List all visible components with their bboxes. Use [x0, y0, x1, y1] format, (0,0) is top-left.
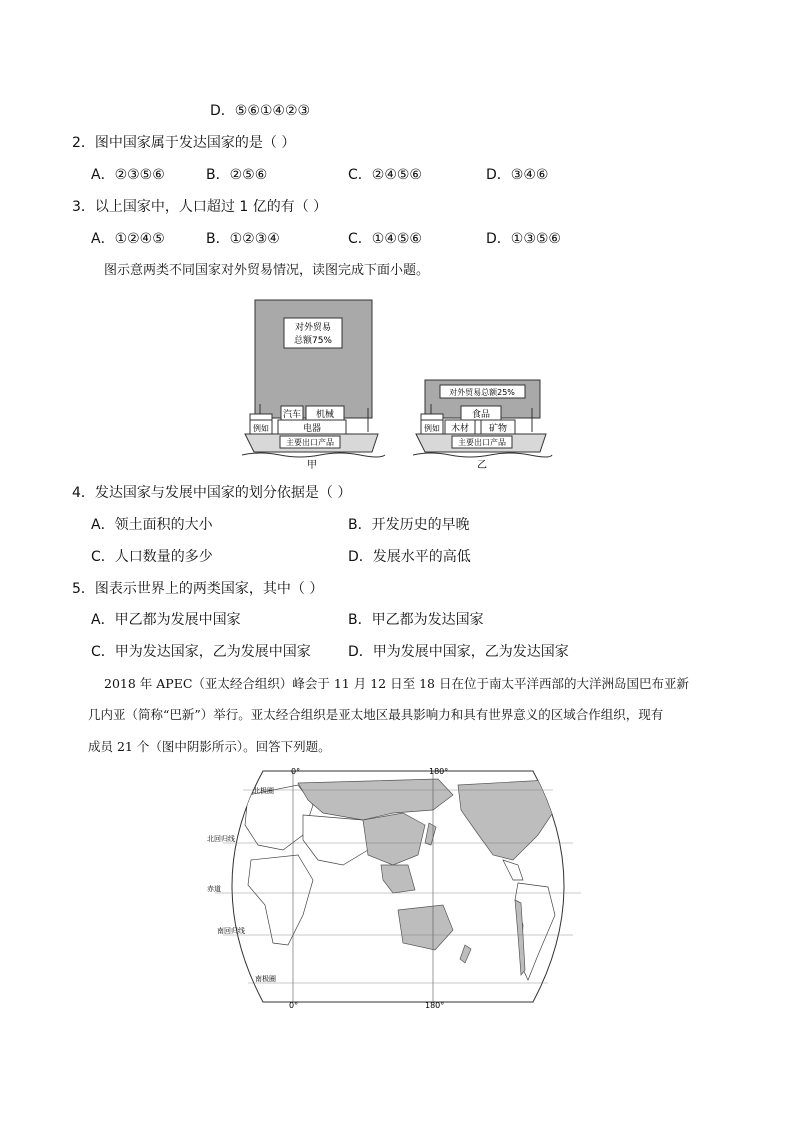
q5-option-a: A．甲乙都为发展中国家 — [91, 612, 241, 628]
jia-total-line2: 总额75% — [293, 336, 333, 346]
label-top-0: 0° — [291, 767, 301, 776]
q2-option-c: C．②④⑤⑥ — [348, 167, 422, 183]
yi-water-line — [413, 453, 552, 457]
yi-good-1: 食品 — [471, 410, 491, 420]
label-antarctic: 南极圈 — [255, 975, 276, 983]
apec-intro-line3: 成员 21 个（图中阴影所示）。回答下列题。 — [88, 739, 331, 754]
label-bottom-180: 180° — [425, 1001, 445, 1010]
jia-water-line — [242, 453, 385, 457]
q3-stem: 3．以上国家中，人口超过 1 亿的有（ ） — [72, 199, 328, 215]
trade-figure-jia — [242, 300, 385, 471]
yi-good-3: 矿物 — [488, 424, 508, 434]
q5-option-c: C．甲为发达国家，乙为发展中国家 — [91, 644, 311, 660]
yi-label: 主要出口产品 — [458, 438, 506, 447]
apec-intro-line1: 2018 年 APEC（亚太经合组织）峰会于 11 月 12 日至 18 日在位于南太平洋西部的大洋洲岛国巴布亚新 — [104, 676, 689, 691]
yi-good-2: 木材 — [450, 424, 470, 434]
jia-example: 例如 — [253, 424, 269, 433]
q4-stem: 4．发达国家与发展中国家的划分依据是（ ） — [72, 485, 352, 501]
label-top-180: 180° — [429, 767, 449, 776]
trade-intro: 图示意两类不同国家对外贸易情况，读图完成下面小题。 — [104, 263, 430, 278]
label-capricorn: 南回归线 — [217, 927, 245, 935]
yi-example: 例如 — [424, 424, 440, 433]
yi-total: 对外贸易总额25% — [449, 388, 515, 397]
q3-option-b: B．①②③④ — [206, 231, 280, 247]
q3-option-d: D．①③⑤⑥ — [486, 231, 561, 247]
label-cancer: 北回归线 — [207, 835, 235, 843]
yi-caption: 乙 — [477, 460, 487, 471]
q5-stem: 5．图表示世界上的两类国家，其中（ ） — [72, 581, 324, 597]
q5-option-b: B．甲乙都为发达国家 — [348, 612, 484, 628]
q2-stem: 2．图中国家属于发达国家的是（ ） — [72, 135, 296, 151]
jia-good-1: 汽车 — [282, 410, 302, 420]
label-bottom-0: 0° — [289, 1001, 299, 1010]
q4-option-b: B．开发历史的早晚 — [348, 517, 470, 533]
trade-figure-yi — [413, 380, 552, 471]
trade-figure — [240, 296, 560, 471]
q4-option-d: D．发展水平的高低 — [348, 549, 471, 565]
q1-option-d: D．⑤⑥①④②③ — [210, 103, 311, 119]
q4-option-a: A．领土面积的大小 — [91, 517, 213, 533]
q2-option-d: D．③④⑥ — [486, 167, 549, 183]
q3-option-c: C．①④⑤⑥ — [348, 231, 422, 247]
jia-label: 主要出口产品 — [286, 438, 334, 447]
jia-total-line1: 对外贸易 — [294, 323, 332, 333]
q2-option-a: A．②③⑤⑥ — [91, 167, 165, 183]
jia-good-3: 电器 — [302, 424, 322, 434]
q5-option-d: D．甲为发展中国家，乙为发达国家 — [348, 644, 569, 660]
q3-option-a: A．①②④⑤ — [91, 231, 165, 247]
label-arctic: 北极圈 — [253, 787, 274, 795]
q2-option-b: B．②⑤⑥ — [206, 167, 268, 183]
jia-caption: 甲 — [307, 460, 317, 471]
q4-option-c: C．人口数量的多少 — [91, 549, 213, 565]
apec-intro-line2: 几内亚（简称“巴新”）举行。亚太经合组织是亚太地区最具影响力和具有世界意义的区域合作组织，现有 — [88, 707, 664, 722]
jia-good-2: 机械 — [315, 410, 335, 420]
label-equator: 赤道 — [207, 885, 221, 893]
world-map — [203, 765, 593, 1010]
